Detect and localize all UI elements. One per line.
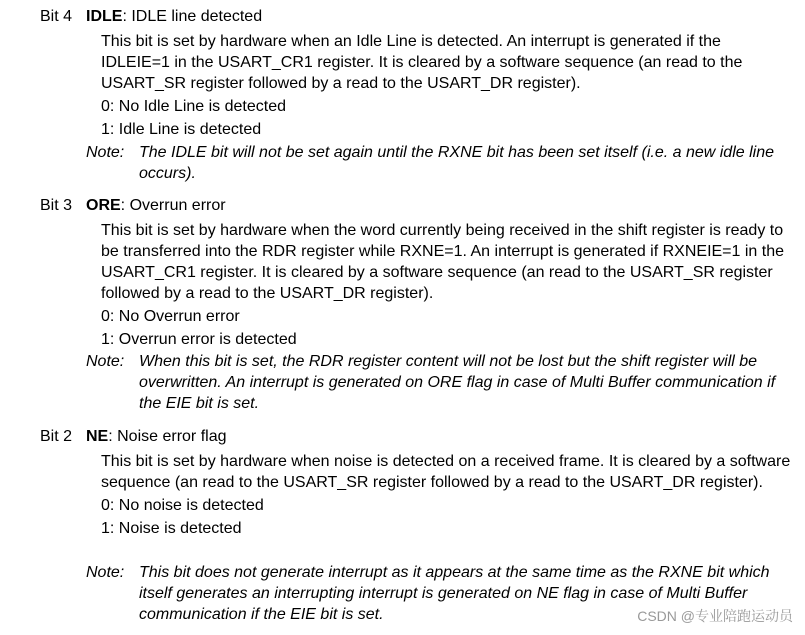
watermark: CSDN @专业陪跑运动员: [637, 608, 793, 624]
bit-body: [101, 451, 791, 539]
bit-name: IDLE: [86, 8, 123, 25]
note-label: Note:: [86, 144, 125, 161]
note-text: This bit does not generate interrupt as it appears at the same time as the RXNE bit which itself generates an interrupting interrupt is generated on NE flag in case of Multi Buffer communication if the EIE bit is set.: [139, 564, 770, 623]
bit-value-0: 0: No Idle Line is detected: [101, 98, 287, 115]
bit-heading: [40, 426, 227, 447]
bit-value-1: 1: Idle Line is detected: [101, 121, 262, 138]
bit-number: Bit 4: [40, 8, 73, 25]
bit-name: NE: [86, 428, 109, 445]
note-text: When this bit is set, the RDR register content will not be lost but the shift register will be overwritten. An interrupt is generated on ORE flag in case of Multi Buffer communication if the EIE bit is set.: [139, 353, 776, 412]
bit-value-0: 0: No noise is detected: [101, 497, 264, 514]
bit-heading: [40, 195, 226, 216]
bit-value-1: 1: Noise is detected: [101, 520, 242, 537]
bit-body: [101, 31, 791, 140]
bit-body: [101, 220, 791, 350]
bit-value-0: 0: No Overrun error: [101, 308, 240, 325]
bit-description: This bit is set by hardware when noise is detected on a received frame. It is cleared by a software sequence (an read to the USART_SR register followed by a read to the USART_DR register).: [101, 453, 791, 491]
note-text: The IDLE bit will not be set again until the RXNE bit has been set itself (i.e. a new idle line occurs).: [139, 144, 775, 182]
bit-name: ORE: [86, 197, 121, 214]
bit-title: : Noise error flag: [108, 428, 227, 445]
bit-section-ne: [0, 426, 805, 631]
bit-title: : IDLE line detected: [122, 8, 263, 25]
note-label: Note:: [86, 353, 125, 370]
bit-section-idle: [0, 6, 805, 186]
bit-description: This bit is set by hardware when an Idle Line is detected. An interrupt is generated if the IDLEIE=1 in the USART_CR1 register. It is cleared by a software sequence (an read to the USART_SR register followed by a read to the USART_DR register).: [101, 33, 743, 92]
bit-description: This bit is set by hardware when the word currently being received in the shift register is ready to be transferred into the RDR register while RXNE=1. An interrupt is generated if RXNEIE=1 in the USART_CR1 register. It is cleared by a software sequence (an read to the USART_SR register followed by a read to the USART_DR register).: [101, 222, 785, 302]
note-label: Note:: [86, 564, 125, 581]
bit-number: Bit 3: [40, 197, 73, 214]
bit-number: Bit 2: [40, 428, 73, 445]
bit-value-1: 1: Overrun error is detected: [101, 331, 297, 348]
bit-heading: [40, 6, 262, 27]
bit-section-ore: [0, 195, 805, 420]
bit-title: : Overrun error: [120, 197, 226, 214]
